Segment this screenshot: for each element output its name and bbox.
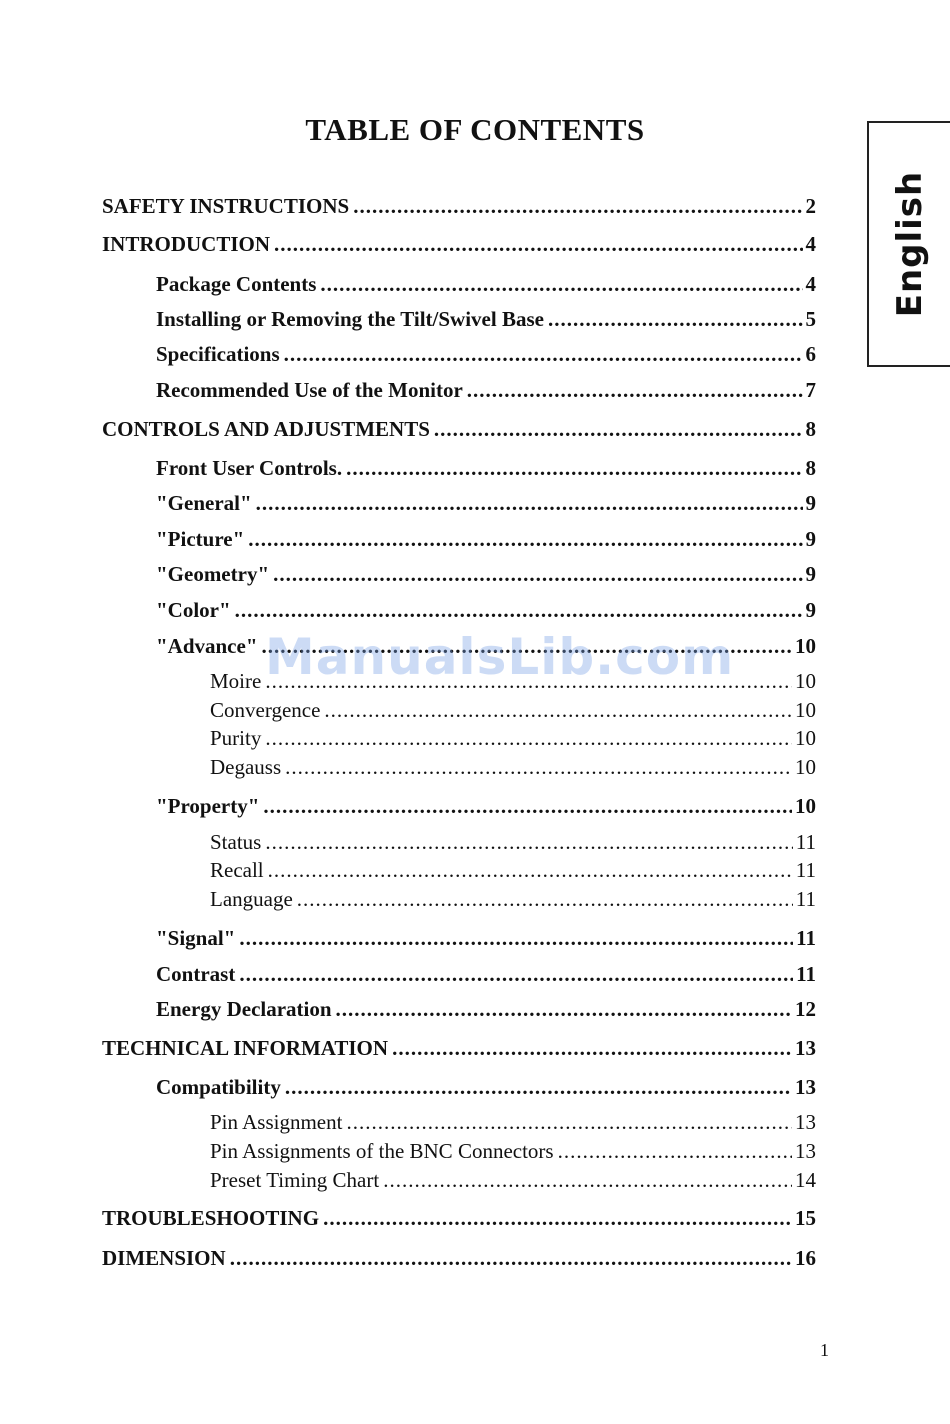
leader-dots bbox=[383, 1168, 792, 1193]
watermark: ManualsLib.com bbox=[265, 628, 735, 686]
toc-entry[interactable] bbox=[156, 926, 816, 956]
toc-entry[interactable] bbox=[156, 491, 816, 521]
leader-dots bbox=[239, 962, 793, 987]
leader-dots bbox=[336, 997, 792, 1022]
toc-entry[interactable] bbox=[156, 378, 816, 408]
toc-entry[interactable] bbox=[156, 527, 816, 557]
toc-entry-page: 14 bbox=[795, 1168, 816, 1192]
toc-entry[interactable] bbox=[156, 598, 816, 628]
leader-dots bbox=[346, 1110, 792, 1135]
leader-dots bbox=[558, 1139, 792, 1164]
toc-entry-label: "Signal" bbox=[156, 926, 236, 950]
leader-dots bbox=[248, 527, 802, 552]
leader-dots bbox=[285, 755, 792, 780]
leader-dots bbox=[274, 232, 802, 257]
toc-entry-page: 11 bbox=[796, 962, 816, 986]
toc-entry[interactable] bbox=[156, 1075, 816, 1105]
toc-entry-label: Degauss bbox=[210, 755, 282, 779]
toc-entry-label: "Color" bbox=[156, 598, 231, 622]
leader-dots bbox=[324, 698, 792, 723]
toc-entry-page: 5 bbox=[805, 307, 816, 331]
toc-entry-label: Recommended Use of the Monitor bbox=[156, 378, 463, 402]
leader-dots bbox=[239, 926, 793, 951]
toc-entry-page: 7 bbox=[805, 378, 816, 402]
toc-entry-page: 10 bbox=[795, 755, 816, 779]
leader-dots bbox=[265, 669, 792, 694]
toc-entry-page: 9 bbox=[805, 598, 816, 622]
toc-entry-page: 8 bbox=[805, 456, 816, 480]
leader-dots bbox=[297, 887, 793, 912]
toc-entry-label: Compatibility bbox=[156, 1075, 281, 1099]
toc-entry[interactable] bbox=[156, 997, 816, 1027]
leader-dots bbox=[392, 1036, 792, 1061]
toc-entry-page: 11 bbox=[795, 858, 816, 882]
toc-entry-label: Moire bbox=[210, 669, 262, 693]
toc-entry[interactable] bbox=[210, 1168, 816, 1198]
toc-entry-page: 8 bbox=[805, 417, 816, 441]
toc-entry-label: CONTROLS AND ADJUSTMENTS bbox=[102, 417, 430, 441]
toc-entry[interactable] bbox=[156, 794, 816, 824]
toc-entry-page: 16 bbox=[795, 1246, 816, 1270]
toc-entry-page: 10 bbox=[795, 794, 816, 818]
toc-entry-page: 6 bbox=[805, 342, 816, 366]
toc-entry[interactable] bbox=[210, 669, 816, 699]
leader-dots bbox=[284, 342, 803, 367]
toc-entry[interactable] bbox=[156, 562, 816, 592]
toc-entry-label: Pin Assignment bbox=[210, 1110, 343, 1134]
leader-dots bbox=[467, 378, 803, 403]
leader-dots bbox=[261, 634, 792, 659]
leader-dots bbox=[265, 830, 792, 855]
toc-entry-label: Status bbox=[210, 830, 262, 854]
toc-entry[interactable] bbox=[156, 962, 816, 992]
toc-entry-page: 10 bbox=[795, 698, 816, 722]
toc-entry-page: 10 bbox=[795, 726, 816, 750]
toc-entry[interactable] bbox=[210, 887, 816, 917]
page-number: 1 bbox=[820, 1340, 829, 1360]
leader-dots bbox=[548, 307, 803, 332]
leader-dots bbox=[273, 562, 802, 587]
toc-entry[interactable] bbox=[156, 307, 816, 337]
toc-entry[interactable] bbox=[156, 342, 816, 372]
toc-entry[interactable] bbox=[102, 417, 816, 447]
toc-entry-label: Energy Declaration bbox=[156, 997, 332, 1021]
toc-entry-page: 4 bbox=[805, 232, 816, 256]
leader-dots bbox=[320, 272, 802, 297]
page-title: TABLE OF CONTENTS bbox=[305, 112, 645, 147]
leader-dots bbox=[230, 1246, 792, 1271]
toc-entry-page: 13 bbox=[795, 1139, 816, 1163]
toc-entry-page: 9 bbox=[805, 527, 816, 551]
toc-entry-page: 12 bbox=[795, 997, 816, 1021]
toc-entry[interactable] bbox=[210, 726, 816, 756]
toc-entry-label: Recall bbox=[210, 858, 264, 882]
leader-dots bbox=[353, 194, 802, 219]
toc-entry-page: 13 bbox=[795, 1110, 816, 1134]
toc-entry-label: "Picture" bbox=[156, 527, 245, 551]
toc-entry-label: Preset Timing Chart bbox=[210, 1168, 380, 1192]
toc-entry-page: 10 bbox=[795, 634, 816, 658]
toc-entry-label: "Property" bbox=[156, 794, 260, 818]
toc-entry-page: 2 bbox=[805, 194, 816, 218]
language-tab-label: English bbox=[889, 170, 930, 318]
toc-entry-page: 13 bbox=[795, 1075, 816, 1099]
toc-entry-label: "Geometry" bbox=[156, 562, 270, 586]
toc-entry-label: TECHNICAL INFORMATION bbox=[102, 1036, 389, 1060]
toc-entry-label: INTRODUCTION bbox=[102, 232, 271, 256]
toc-entry-page: 11 bbox=[795, 887, 816, 911]
leader-dots bbox=[285, 1075, 792, 1100]
toc-entry-label: Specifications bbox=[156, 342, 280, 366]
toc-entry[interactable] bbox=[102, 1036, 816, 1066]
toc-entry-label: Contrast bbox=[156, 962, 236, 986]
leader-dots bbox=[256, 491, 803, 516]
toc-entry-label: Installing or Removing the Tilt/Swivel Base bbox=[156, 307, 544, 331]
toc-entry[interactable] bbox=[102, 1206, 816, 1236]
toc-entry[interactable] bbox=[210, 1139, 816, 1169]
toc-entry[interactable] bbox=[102, 1246, 816, 1276]
leader-dots bbox=[263, 794, 792, 819]
toc-entry[interactable] bbox=[156, 634, 816, 664]
toc-entry[interactable] bbox=[156, 456, 816, 486]
toc-entry[interactable] bbox=[102, 194, 816, 224]
leader-dots bbox=[323, 1206, 792, 1231]
leader-dots bbox=[434, 417, 803, 442]
toc-entry-page: 9 bbox=[805, 491, 816, 515]
toc-entry-label: DIMENSION bbox=[102, 1246, 226, 1270]
toc-entry-page: 13 bbox=[795, 1036, 816, 1060]
leader-dots bbox=[265, 726, 792, 751]
toc-entry[interactable] bbox=[210, 1110, 816, 1140]
toc-entry-label: Front User Controls. bbox=[156, 456, 343, 480]
toc-entry-label: SAFETY INSTRUCTIONS bbox=[102, 194, 350, 218]
toc-entry[interactable] bbox=[210, 858, 816, 888]
leader-dots bbox=[346, 456, 802, 481]
toc-entry[interactable] bbox=[156, 272, 816, 302]
toc-entry-label: Pin Assignments of the BNC Connectors bbox=[210, 1139, 554, 1163]
toc-entry-label: "General" bbox=[156, 491, 252, 515]
toc-entry-page: 4 bbox=[805, 272, 816, 296]
toc-entry-label: Language bbox=[210, 887, 293, 911]
leader-dots bbox=[268, 858, 793, 883]
toc-entry[interactable] bbox=[210, 830, 816, 860]
toc-entry-page: 10 bbox=[795, 669, 816, 693]
toc-entry[interactable] bbox=[210, 698, 816, 728]
toc-entry[interactable] bbox=[210, 755, 816, 785]
toc-entry-page: 11 bbox=[795, 830, 816, 854]
toc-entry-page: 9 bbox=[805, 562, 816, 586]
toc-entry-label: Purity bbox=[210, 726, 262, 750]
leader-dots bbox=[235, 598, 803, 623]
toc-entry-label: Convergence bbox=[210, 698, 321, 722]
toc-entry[interactable] bbox=[102, 232, 816, 262]
toc-entry-page: 11 bbox=[796, 926, 816, 950]
toc-entry-label: Package Contents bbox=[156, 272, 317, 296]
toc-entry-page: 15 bbox=[795, 1206, 816, 1230]
toc-entry-label: TROUBLESHOOTING bbox=[102, 1206, 320, 1230]
toc-entry-label: "Advance" bbox=[156, 634, 258, 658]
